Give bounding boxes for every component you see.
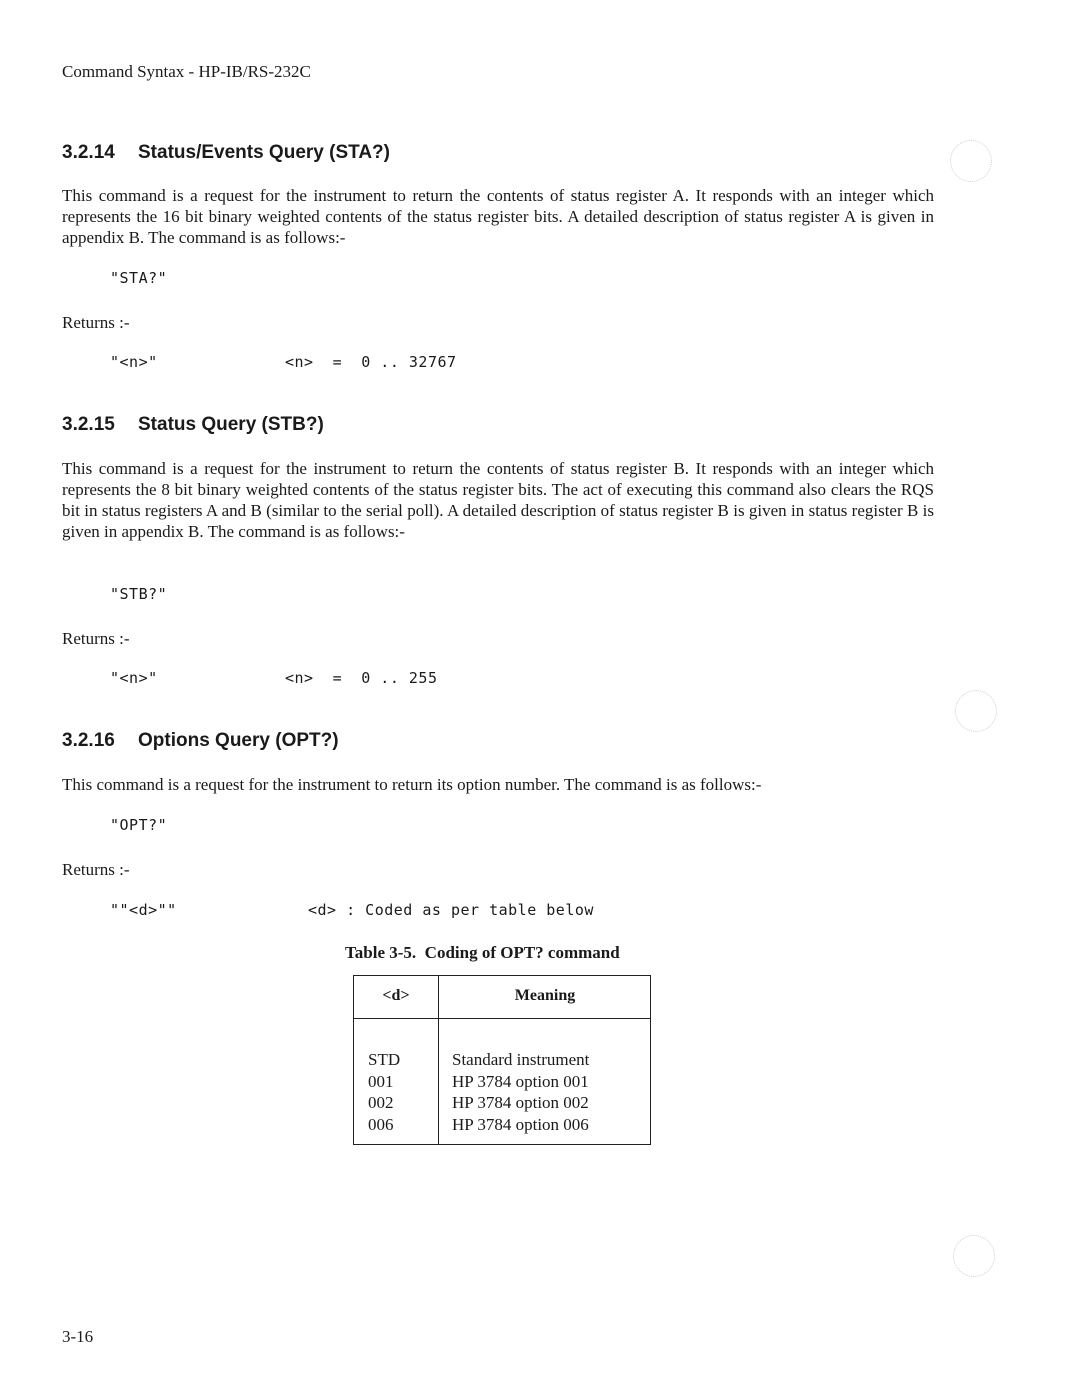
section-body-opt: This command is a request for the instrument to return its option number. The command is as follows:- [62,775,762,794]
command-sta: "STA?" [110,269,168,287]
table-header-code: <d> [382,987,410,1004]
return-desc-opt: <d> : Coded as per table below [308,901,594,919]
binder-hole-mark [953,1235,995,1277]
section-title: Options Query (OPT?) [138,730,339,751]
command-opt: "OPT?" [110,816,168,834]
section-heading-stb [62,414,324,436]
section-body-stb: This command is a request for the instrument to return the contents of status register B. It responds with an integer which represents the 8 bit binary weighted contents of the status register bits. The act of executing this command also clears the RQS bit in status registers A and B (similar to the serial poll). A detailed description of status register B is given in status register B is given in appendix B. The command is as follows:- [62,459,934,541]
return-value-stb: "<n>" [110,669,158,687]
table-meanings: Standard instrument HP 3784 option 001 HP 3784 option 002 HP 3784 option 006 [452,1050,590,1134]
command-stb: "STB?" [110,585,168,603]
page-number: 3-16 [62,1327,94,1346]
section-title: Status Query (STB?) [138,414,324,435]
return-desc-sta: <n> = 0 .. 32767 [285,353,457,371]
section-number: 3.2.15 [62,414,115,435]
section-body-sta: This command is a request for the instrument to return the contents of status register A. It responds with an integer which represents the 16 bit binary weighted contents of the status register bits. A detailed description of status register A is given in appendix B. The command is as follows:- [62,186,934,247]
section-heading-sta [62,142,390,164]
binder-hole-mark [950,140,992,182]
table-header-meaning: Meaning [514,987,576,1004]
running-header: Command Syntax - HP-IB/RS-232C [62,62,311,81]
return-desc-stb: <n> = 0 .. 255 [285,669,438,687]
section-number: 3.2.14 [62,142,115,163]
table-header-divider [354,1018,650,1019]
returns-label-stb: Returns :- [62,629,130,648]
binder-hole-mark [955,690,997,732]
section-number: 3.2.16 [62,730,115,751]
opt-coding-table [353,975,651,1145]
section-title: Status/Events Query (STA?) [138,142,390,163]
return-value-opt: ""<d>"" [110,901,177,919]
returns-label-opt: Returns :- [62,860,130,879]
section-heading-opt [62,730,339,752]
table-codes: STD 001 002 006 [368,1050,401,1134]
return-value-sta: "<n>" [110,353,158,371]
returns-label-sta: Returns :- [62,313,130,332]
table-caption: Table 3-5. Coding of OPT? command [345,943,620,962]
